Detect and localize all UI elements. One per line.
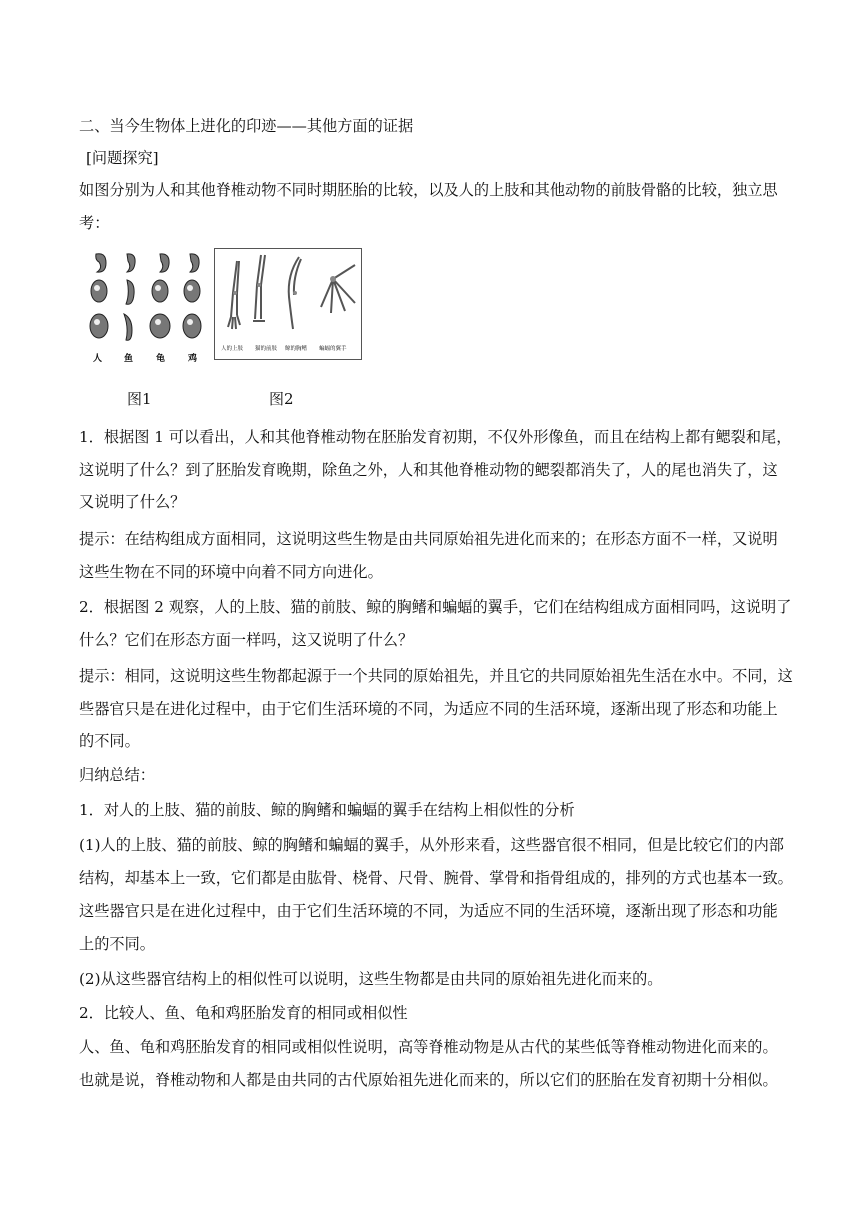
figure-1-caption: 图1 [127,390,152,408]
figure-1-label-human: 人 [93,354,103,364]
hint-2-line-1: 提示：相同，这说明这些生物都起源于一个共同的原始祖先，并且它的共同原始祖先生活在水中。不同，这 [79,667,793,685]
question-1-line-1: 1．根据图 1 可以看出，人和其他脊椎动物在胚胎发育初期，不仅外形像鱼，而且在结构上都有鳃裂和尾， [79,428,792,446]
summary-1-title: 1．对人的上肢、猫的前肢、鲸的胸鳍和蝙蝠的翼手在结构上相似性的分析 [79,801,575,819]
figure-2-label-human-arm: 人的上肢 [221,346,244,352]
intro-line-1: 如图分别为人和其他脊椎动物不同时期胚胎的比较，以及人的上肢和其他动物的前肢骨骼的比较，独立思 [79,181,778,199]
question-1-line-2: 这说明了什么？到了胚胎发育晚期，除鱼之外，人和其他脊椎动物的鳃裂都消失了，人的尾也消失了，这 [79,461,778,479]
summary-1-p1-line-1: (1)人的上肢、猫的前肢、鲸的胸鳍和蝙蝠的翼手，从外形来看，这些器官很不相同，但是比较它们的内部 [79,836,784,854]
summary-1-p1-line-2: 结构，却基本上一致，它们都是由肱骨、桡骨、尺骨、腕骨、掌骨和指骨组成的，排列的方式也基本一致。 [79,869,793,887]
question-2-line-2: 什么？它们在形态方面一样吗，这又说明了什么？ [79,631,414,649]
section-heading: 二、当今生物体上进化的印迹——其他方面的证据 [79,117,414,135]
figure-1-label-chicken: 鸡 [188,354,198,364]
figure-1-embryos [82,248,206,368]
figure-2-label-whale-flipper: 鲸的胸鳍 [285,346,308,352]
hint-1-line-2: 这些生物在不同的环境中向着不同方向进化。 [79,563,383,581]
figure-2-label-cat-forelimb: 猫的前肢 [255,346,278,352]
summary-1-p2: (2)从这些器官结构上的相似性可以说明，这些生物都是由共同的原始祖先进化而来的。 [79,970,663,988]
hint-2-line-2: 些器官只是在进化过程中，由于它们生活环境的不同，为适应不同的生活环境，逐渐出现了形态和功能上 [79,700,778,718]
figure-1-label-fish: 鱼 [124,354,134,364]
figure-1-label-turtle: 龟 [156,354,166,364]
figure-2-caption: 图2 [269,390,294,408]
problem-tag: [问题探究] [86,149,159,167]
question-2-line-1: 2．根据图 2 观察，人的上肢、猫的前肢、鲸的胸鳍和蝙蝠的翼手，它们在结构组成方面相同吗，这说明了 [79,598,792,616]
embryo-illustration [82,248,206,352]
summary-title: 归纳总结： [79,766,155,784]
intro-line-2: 考： [79,214,110,232]
hint-1-line-1: 提示：在结构组成方面相同，这说明这些生物是由共同原始祖先进化而来的；在形态方面不一样，又说明 [79,530,778,548]
summary-1-p1-line-4: 上的不同。 [79,935,155,953]
hint-2-line-3: 的不同。 [79,732,140,750]
summary-2-line-2: 也就是说，脊椎动物和人都是由共同的古代原始祖先进化而来的，所以它们的胚胎在发育初期十分相似。 [79,1071,778,1089]
summary-2-title: 2．比较人、鱼、龟和鸡胚胎发育的相同或相似性 [79,1004,408,1022]
figure-2-label-bat-wing: 蝙蝠的翼手 [319,346,347,352]
question-1-line-3: 又说明了什么？ [79,493,186,511]
forelimb-illustration [215,249,361,339]
figure-2-forelimbs [214,248,362,360]
summary-1-p1-line-3: 这些器官只是在进化过程中，由于它们生活环境的不同，为适应不同的生活环境，逐渐出现了形态和功能 [79,902,778,920]
summary-2-line-1: 人、鱼、龟和鸡胚胎发育的相同或相似性说明，高等脊椎动物是从古代的某些低等脊椎动物进化而来的。 [79,1038,778,1056]
